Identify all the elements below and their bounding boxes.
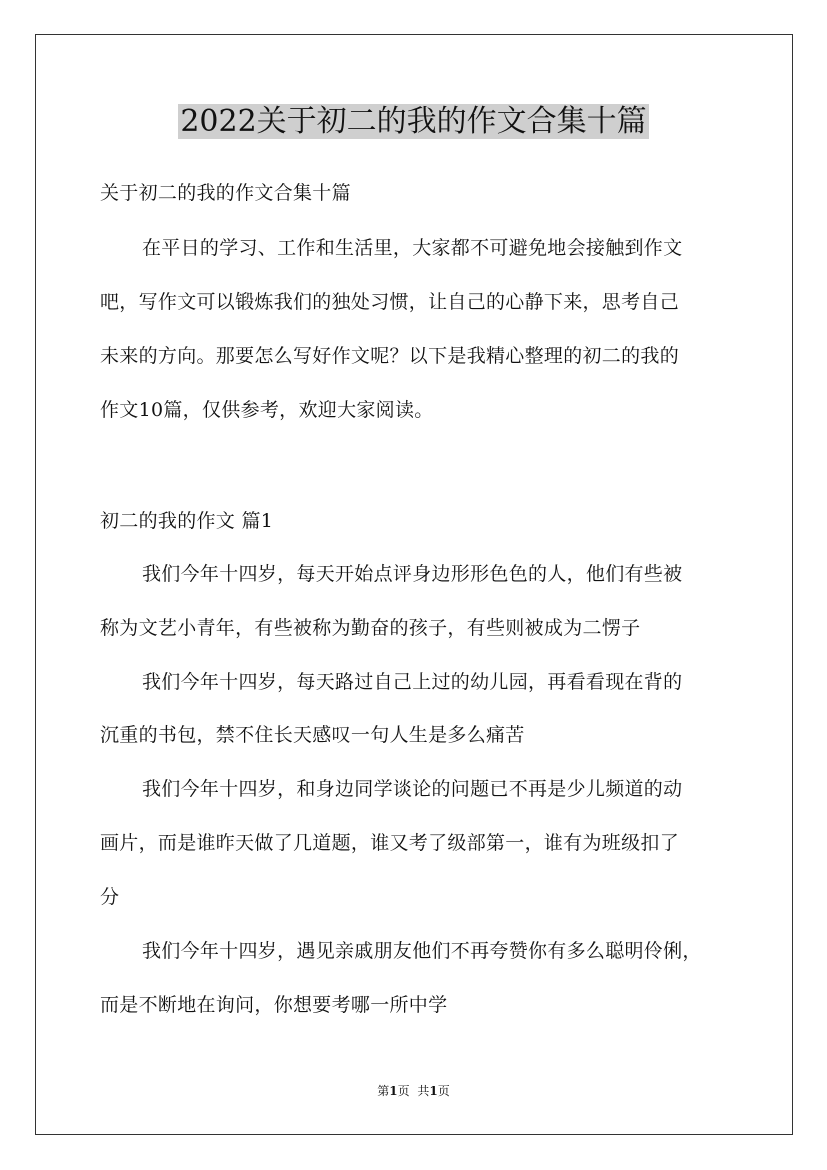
footer-page-suffix: 页 [397,1084,410,1098]
intro-line-4: 作文10篇，仅供参考，欢迎大家阅读。 [100,399,434,421]
footer-page-number: 1 [389,1084,398,1098]
footer-total-suffix: 页 [437,1084,450,1098]
footer-total-prefix: 共 [417,1084,430,1098]
body-line-5: 我们今年十四岁，和身边同学谈论的问题已不再是少儿频道的动 [142,778,683,800]
body-line-2: 称为文艺小青年，有些被称为勤奋的孩子，有些则被成为二愣子 [100,617,641,639]
page-footer [0,1083,827,1099]
footer-page-prefix: 第 [377,1084,390,1098]
body-line-9: 而是不断地在询问，你想要考哪一所中学 [100,994,448,1016]
document-title-text: 2022关于初二的我的作文合集十篇 [180,104,647,139]
intro-line-3: 未来的方向。那要怎么写好作文呢？以下是我精心整理的初二的我的 [100,345,680,367]
document-title [0,101,827,143]
body-line-3: 我们今年十四岁，每天路过自己上过的幼儿园，再看看现在背的 [142,671,683,693]
intro-line-1: 在平日的学习、工作和生活里，大家都不可避免地会接触到作文 [142,237,683,259]
body-line-1: 我们今年十四岁，每天开始点评身边形形色色的人，他们有些被 [142,563,683,585]
body-line-7: 分 [100,886,120,908]
body-line-8: 我们今年十四岁，遇见亲戚朋友他们不再夸赞你有多么聪明伶俐， [142,940,702,962]
body-line-6: 画片，而是谁昨天做了几道题，谁又考了级部第一，谁有为班级扣了 [100,832,680,854]
footer-total-number: 1 [429,1084,438,1098]
intro-line-2: 吧，写作文可以锻炼我们的独处习惯，让自己的心静下来，思考自己 [100,291,680,313]
section-heading: 初二的我的作文 篇1 [100,510,274,532]
document-subtitle: 关于初二的我的作文合集十篇 [100,182,351,204]
body-line-4: 沉重的书包，禁不住长天感叹一句人生是多么痛苦 [100,724,525,746]
